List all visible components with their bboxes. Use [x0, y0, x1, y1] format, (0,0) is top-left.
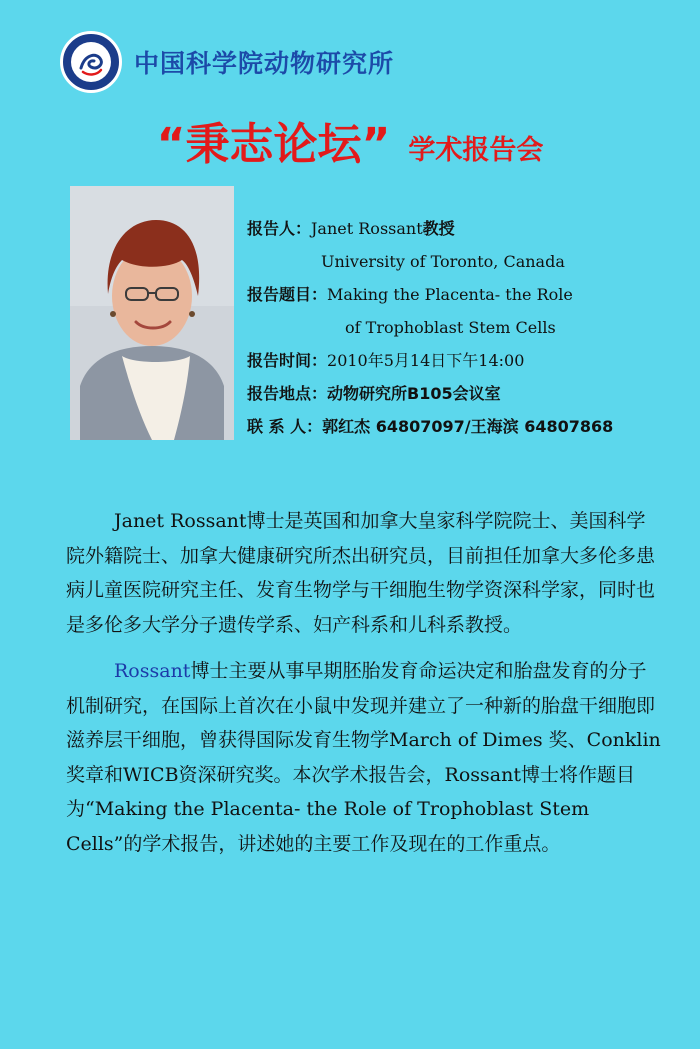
topic-line — [247, 278, 687, 311]
topic-label: 报告题目： — [247, 285, 328, 304]
topic-line-1: Making the Placenta- the Role — [327, 285, 573, 304]
speaker-line — [247, 212, 687, 245]
time-value: 2010年5月14日下午14:00 — [327, 351, 525, 370]
header — [60, 30, 394, 94]
time-label: 报告时间： — [247, 351, 328, 370]
institute-logo — [60, 31, 122, 93]
place-line — [247, 377, 687, 410]
affiliation: University of Toronto, Canada — [321, 252, 565, 271]
institute-name: 中国科学院动物研究所 — [134, 49, 395, 78]
speaker-label: 报告人： — [247, 219, 312, 238]
speaker-photo — [70, 186, 234, 440]
speaker-name: Janet Rossant — [311, 219, 423, 238]
bio-paragraph-2 — [66, 654, 664, 861]
contact-line — [247, 410, 687, 443]
forum-title — [0, 108, 700, 172]
speaker-bio — [66, 504, 664, 873]
contact-label: 联 系 人： — [247, 417, 323, 436]
speaker-title: 教授 — [422, 219, 455, 238]
place-label: 报告地点： — [247, 384, 328, 403]
topic-line-2-row — [247, 311, 687, 344]
forum-title-main: “秉志论坛” — [156, 119, 391, 170]
place-value: 动物研究所B105会议室 — [327, 384, 501, 403]
forum-title-sub: 学术报告会 — [408, 135, 544, 166]
talk-info — [247, 212, 687, 443]
contact-value: 郭红杰 64807097/王海滨 64807868 — [322, 417, 614, 436]
time-line — [247, 344, 687, 377]
bio-paragraph-1: Janet Rossant博士是英国和加拿大皇家科学院院士、美国科学院外籍院士、加拿大健康研究所杰出研究员，目前担任加拿大多伦多患病儿童医院研究主任、发育生物学与干细胞生物学资深科学家，同时也是多伦多大学分子遗传学系、妇产科系和儿科系教授。 — [66, 510, 656, 636]
bio-paragraph-2-text: 博士主要从事早期胚胎发育命运决定和胎盘发育的分子机制研究，在国际上首次在小鼠中发现并建立了一种新的胎盘干细胞即滋养层干细胞，曾获得国际发育生物学March of Dimes 奖、Conklin奖章和WICB资深研究奖。本次学术报告会，Rossant博士将作题目为“Making the Placenta- the Role of Trophoblast Stem Cells”的学术报告，讲述她的主要工作及现在的工作重点。 — [66, 660, 661, 855]
bio-highlight-name: Rossant — [114, 660, 191, 682]
affiliation-line — [247, 245, 687, 278]
topic-line-2: of Trophoblast Stem Cells — [345, 318, 556, 337]
